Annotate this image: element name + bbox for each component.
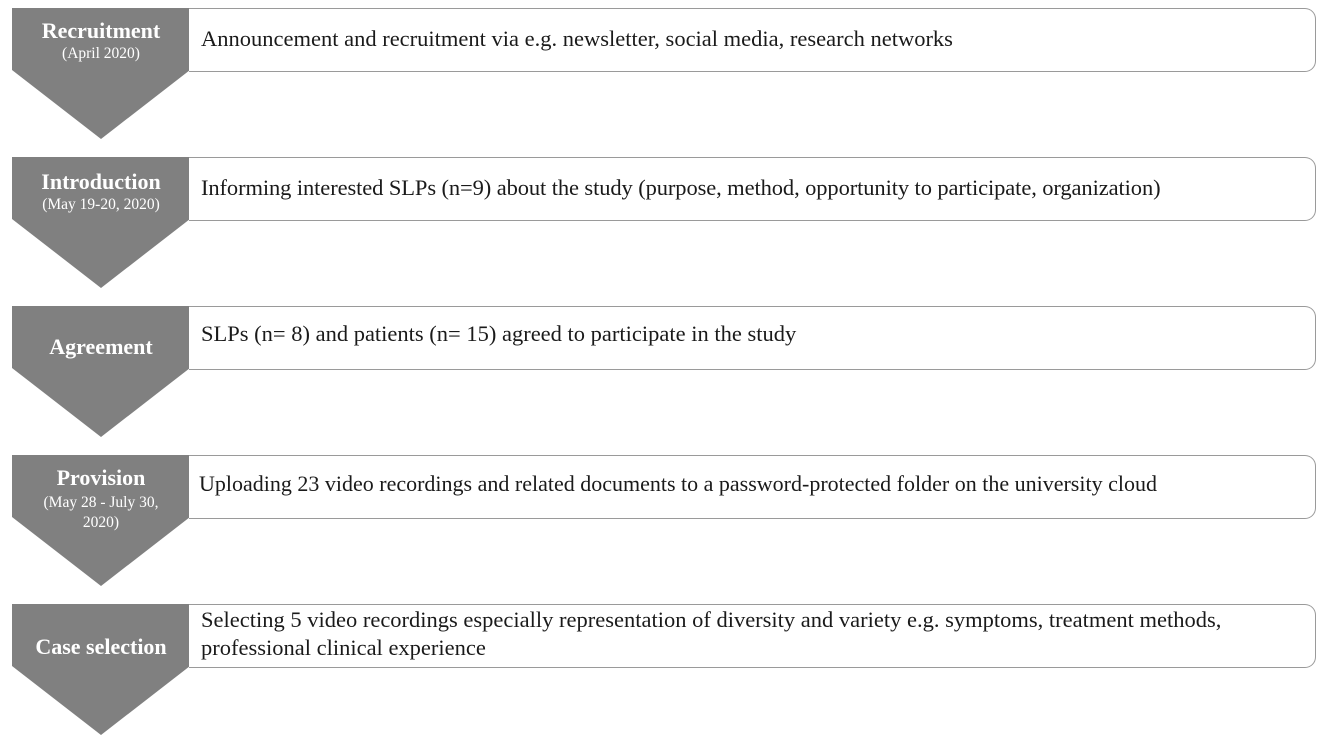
stage-label: Provision xyxy=(56,465,146,490)
stage-provision xyxy=(0,455,1325,590)
stage-date: (May 19-20, 2020) xyxy=(42,196,160,213)
stage-date-continued: 2020) xyxy=(82,514,120,531)
stage-description-box xyxy=(189,455,1316,519)
stage-description: Uploading 23 video recordings and related documents to a password-protected folder on the university cloud xyxy=(199,471,1157,496)
stage-label: Recruitment xyxy=(41,18,161,43)
stage-introduction xyxy=(0,157,1325,292)
stage-description-box xyxy=(189,306,1316,370)
stage-chevron-text xyxy=(12,157,190,223)
stage-label: Introduction xyxy=(41,169,161,194)
stage-description-box xyxy=(189,157,1316,221)
stage-description: Selecting 5 video recordings especially representation of diversity and variety e.g. symptoms, treatment methods, professional clinical experience xyxy=(201,607,1222,660)
stage-date: (April 2020) xyxy=(62,45,140,62)
stage-label: Agreement xyxy=(49,334,153,359)
stage-chevron-text xyxy=(12,604,190,678)
stage-description: Announcement and recruitment via e.g. newsletter, social media, research networks xyxy=(201,26,953,51)
stage-recruitment xyxy=(0,8,1325,143)
stage-description: Informing interested SLPs (n=9) about the study (purpose, method, opportunity to participate, organization) xyxy=(201,175,1161,200)
stage-description-box xyxy=(189,604,1316,668)
stage-date: (May 28 - July 30, xyxy=(43,494,159,511)
stage-chevron-text xyxy=(12,306,190,378)
stage-chevron-text xyxy=(12,455,190,555)
stage-label: Case selection xyxy=(35,634,167,659)
stage-case-selection xyxy=(0,604,1325,739)
stage-agreement xyxy=(0,306,1325,441)
stage-chevron-text xyxy=(12,8,190,72)
stage-description: SLPs (n= 8) and patients (n= 15) agreed to participate in the study xyxy=(201,321,797,346)
stage-description-box xyxy=(189,8,1316,72)
